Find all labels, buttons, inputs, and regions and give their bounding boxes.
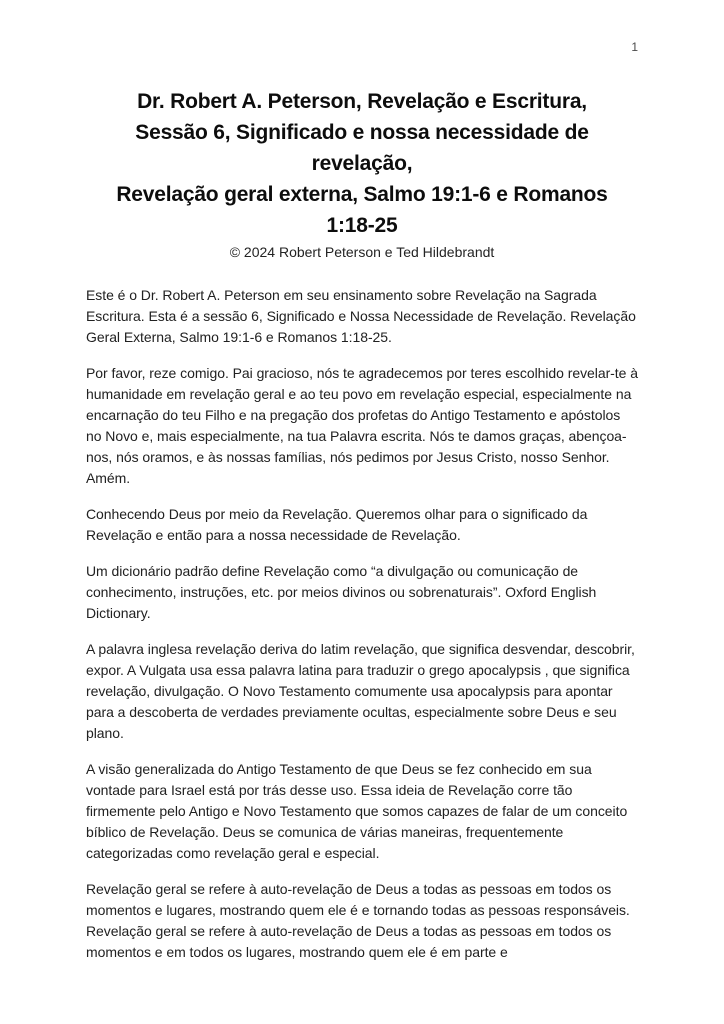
title-line: revelação, [311,152,413,175]
copyright-line: © 2024 Robert Peterson e Ted Hildebrandt [229,244,495,260]
paragraph: Um dicionário padrão define Revelação como “a divulgação ou comunicação de conhecimento, instruções, etc. por meios divinos ou sobrenaturais”. Oxford English Dictionary. [86,563,597,621]
document-body [86,285,638,963]
paragraph: A visão generalizada do Antigo Testamento de que Deus se fez conhecido em sua vontade para Israel está por trás desse uso. Essa ideia de Revelação corre tão firmemente pelo Antigo e Novo Testamento que somos capazes de falar de um conceito bíblico de Revelação. Deus se comunica de várias maneiras, frequentemente categorizadas como revelação geral e especial. [86,761,628,861]
paragraph: Por favor, reze comigo. Pai gracioso, nós te agradecemos por teres escolhido revelar-te à humanidade em revelação geral e ao teu povo em revelação especial, especialmente na encarnação do teu Filho e na pregação dos profetas do Antigo Testamento e apóstolos no Novo e, mais especialmente, na tua Palavra escrita. Nós te damos graças, abençoa-nos, nós oramos, e às nossas famílias, nós pedimos por Jesus Cristo, nosso Senhor. Amém. [86,365,638,486]
title-line: 1:18-25 [326,214,398,237]
paragraph: Revelação geral se refere à auto-revelação de Deus a todas as pessoas em todos os momentos e lugares, mostrando quem ele é e tornando todas as pessoas responsáveis. Revelação geral se refere à auto-revelação de Deus a todas as pessoas em todos os momentos e em todos os lugares, mostrando quem ele é em parte e [86,881,630,960]
title-line: Dr. Robert A. Peterson, Revelação e Escritura, [137,90,587,113]
paragraph: Este é o Dr. Robert A. Peterson em seu ensinamento sobre Revelação na Sagrada Escritura. Esta é a sessão 6, Significado e Nossa Necessidade de Revelação. Revelação Geral Externa, Salmo 19:1-6 e Romanos 1:18-25. [86,287,636,345]
page-number: 1 [631,40,638,54]
paragraph: Conhecendo Deus por meio da Revelação. Queremos olhar para o significado da Revelação e então para a nossa necessidade de Revelação. [86,506,588,543]
paragraph: A palavra inglesa revelação deriva do latim revelação, que significa desvendar, descobrir, expor. A Vulgata usa essa palavra latina para traduzir o grego apocalypsis , que significa revelação, divulgação. O Novo Testamento comumente usa apocalypsis para apontar para a descoberta de verdades previamente ocultas, especialmente sobre Deus e seu plano. [86,641,635,741]
document-header [0,0,724,263]
title-line: Revelação geral externa, Salmo 19:1-6 e Romanos [116,183,608,206]
document-title [0,86,724,241]
title-line: Sessão 6, Significado e nossa necessidade de [135,121,589,144]
